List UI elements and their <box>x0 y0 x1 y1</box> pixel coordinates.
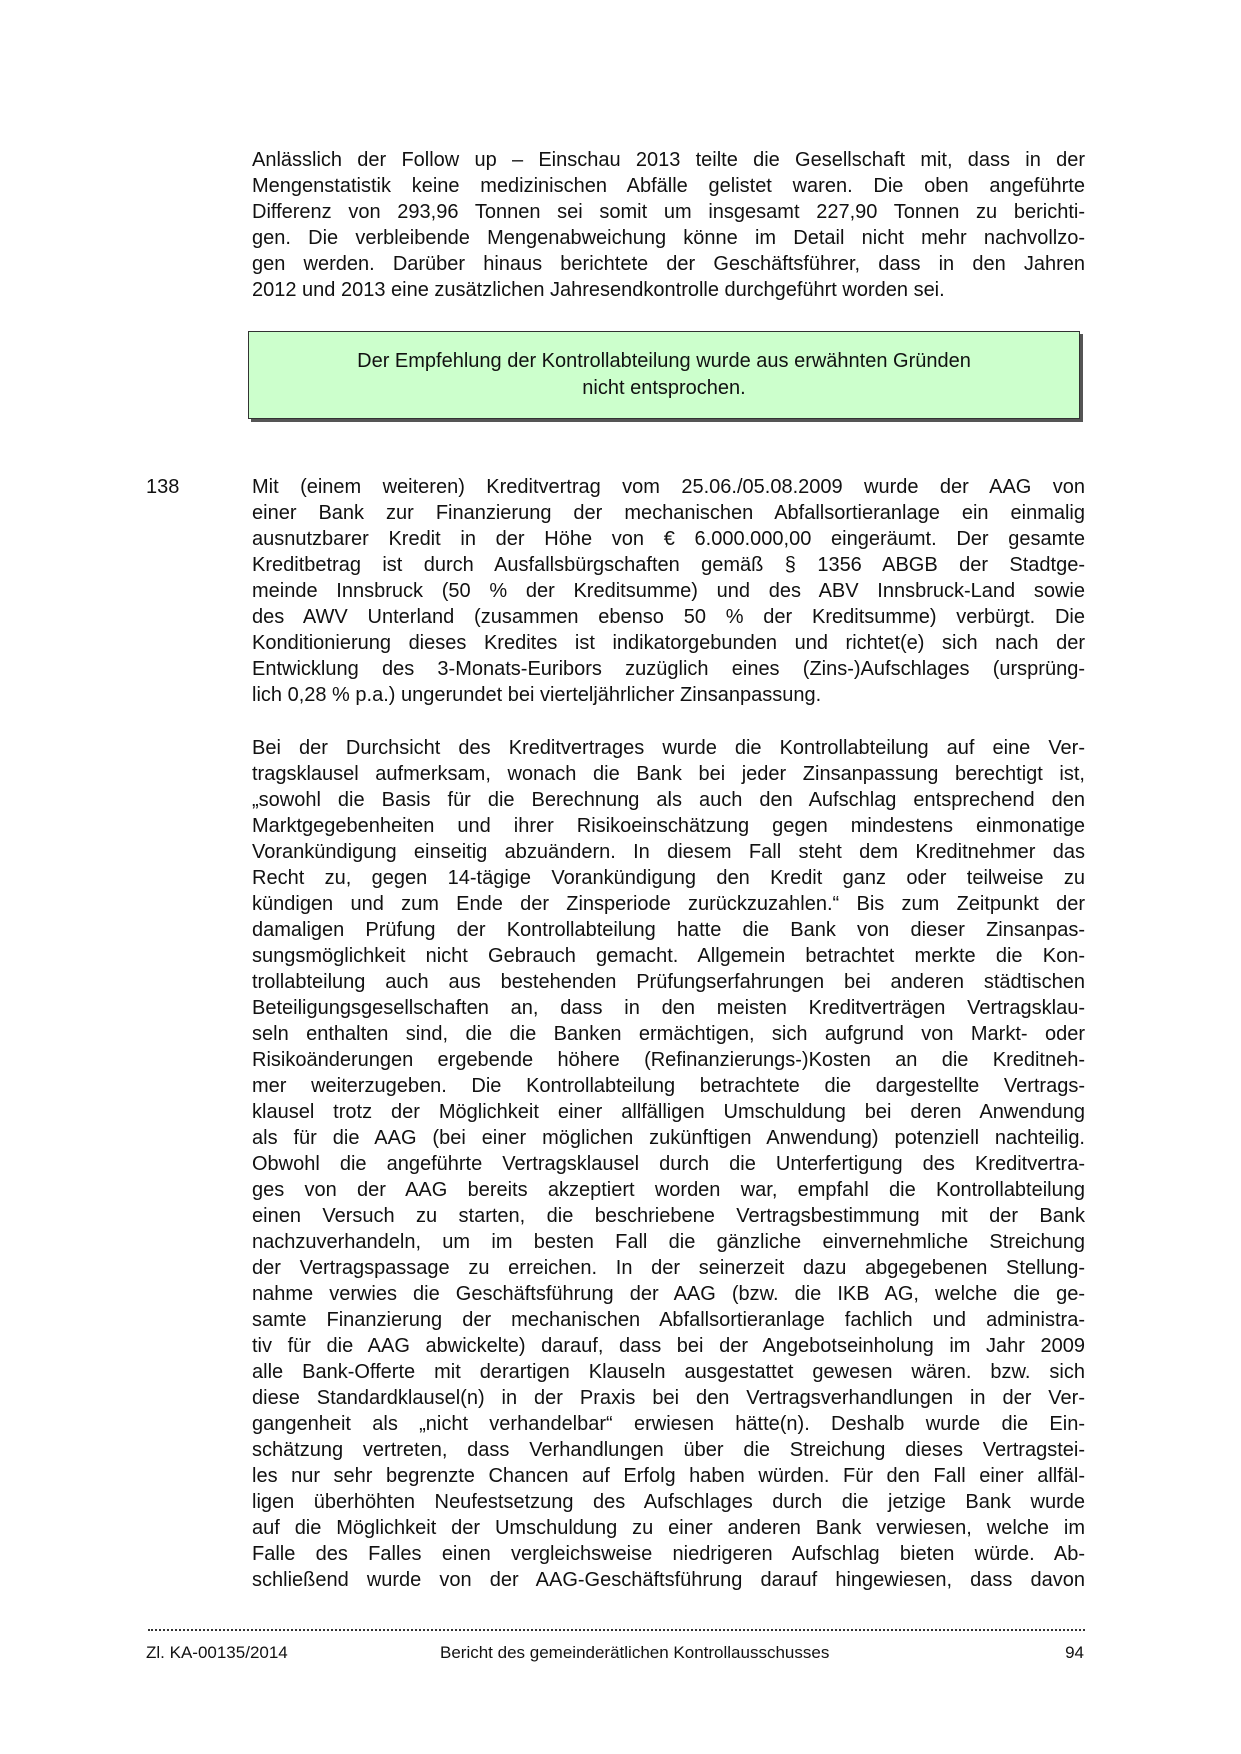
text-line: sungsmöglichkeit nicht Gebrauch gemacht. Allgemein betrachtet merkte die Kon- <box>252 945 1085 967</box>
text-line: gen. Die verbleibende Mengenabweichung könne im Detail nicht mehr nachvollzo- <box>252 227 1085 249</box>
intro-paragraph <box>252 147 1085 303</box>
paragraph-138-continued <box>252 735 1085 1593</box>
text-line: Obwohl die angeführte Vertragsklausel durch die Unterfertigung des Kreditvertra- <box>252 1153 1085 1175</box>
text-line: Kreditbetrag ist durch Ausfallsbürgschaften gemäß § 1356 ABGB der Stadtge- <box>252 554 1085 576</box>
text-line: „sowohl die Basis für die Berechnung als auch den Aufschlag entsprechend den <box>252 789 1085 811</box>
text-line: Marktgegebenheiten und ihrer Risikoeinschätzung gegen mindestens einmonatige <box>252 815 1085 837</box>
recommendation-line-1: Der Empfehlung der Kontrollabteilung wurde aus erwähnten Gründen <box>357 350 971 372</box>
text-line: kündigen und zum Ende der Zinsperiode zurückzuzahlen.“ Bis zum Zeitpunkt der <box>252 893 1085 915</box>
text-line: Mit (einem weiteren) Kreditvertrag vom 25.06./05.08.2009 wurde der AAG von <box>252 476 1085 498</box>
text-line: der Vertragspassage zu erreichen. In der seinerzeit dazu abgegebenen Stellung- <box>252 1257 1085 1279</box>
text-line: gen werden. Darüber hinaus berichtete der Geschäftsführer, dass in den Jahren <box>252 253 1085 275</box>
paragraph-138 <box>252 474 1085 708</box>
text-line: Konditionierung dieses Kredites ist indikatorgebunden und richtet(e) sich nach der <box>252 632 1085 654</box>
text-line: samte Finanzierung der mechanischen Abfallsortieranlage fachlich und administra- <box>252 1309 1085 1331</box>
recommendation-box <box>248 331 1080 419</box>
text-line: schätzung vertreten, dass Verhandlungen über die Streichung dieses Vertragstei- <box>252 1439 1085 1461</box>
text-line: Vorankündigung einseitig abzuändern. In diesem Fall steht dem Kreditnehmer das <box>252 841 1085 863</box>
recommendation-line-2: nicht entsprochen. <box>582 377 746 399</box>
text-line: Mengenstatistik keine medizinischen Abfälle gelistet waren. Die oben angeführte <box>252 175 1085 197</box>
text-line: ligen überhöhten Neufestsetzung des Aufschlages durch die jetzige Bank wurde <box>252 1491 1085 1513</box>
page-number: 94 <box>1065 1643 1084 1662</box>
text-line: einen Versuch zu starten, die beschriebene Vertragsbestimmung mit der Bank <box>252 1205 1085 1227</box>
text-line: les nur sehr begrenzte Chancen auf Erfolg haben würden. Für den Fall einer allfäl- <box>252 1465 1085 1487</box>
text-line: ausnutzbarer Kredit in der Höhe von € 6.000.000,00 eingeräumt. Der gesamte <box>252 528 1085 550</box>
text-line: 2012 und 2013 eine zusätzlichen Jahresendkontrolle durchgeführt worden sei. <box>252 279 945 301</box>
footer-divider <box>148 1629 1085 1631</box>
text-line: Risikoänderungen ergebende höhere (Refinanzierungs-)Kosten an die Kreditneh- <box>252 1049 1085 1071</box>
footer-reference: Zl. KA-00135/2014 <box>146 1643 288 1662</box>
text-line: meinde Innsbruck (50 % der Kreditsumme) und des ABV Innsbruck-Land sowie <box>252 580 1085 602</box>
text-line: Differenz von 293,96 Tonnen sei somit um insgesamt 227,90 Tonnen zu berichti- <box>252 201 1085 223</box>
text-line: Anlässlich der Follow up – Einschau 2013 teilte die Gesellschaft mit, dass in der <box>252 149 1085 171</box>
text-line: Falle des Falles einen vergleichsweise niedrigeren Aufschlag bieten würde. Ab- <box>252 1543 1085 1565</box>
text-line: damaligen Prüfung der Kontrollabteilung hatte die Bank von dieser Zinsanpas- <box>252 919 1085 941</box>
text-line: Entwicklung des 3-Monats-Euribors zuzüglich eines (Zins-)Aufschlages (ursprüng- <box>252 658 1085 680</box>
text-line: einer Bank zur Finanzierung der mechanischen Abfallsortieranlage ein einmalig <box>252 502 1085 524</box>
text-line: Beteiligungsgesellschaften an, dass in den meisten Kreditverträgen Vertragsklau- <box>252 997 1085 1019</box>
text-line: diese Standardklausel(n) in der Praxis bei den Vertragsverhandlungen in der Ver- <box>252 1387 1085 1409</box>
text-line: Bei der Durchsicht des Kreditvertrages wurde die Kontrollabteilung auf eine Ver- <box>252 737 1085 759</box>
text-line: nachzuverhandeln, um im besten Fall die gänzliche einvernehmliche Streichung <box>252 1231 1085 1253</box>
paragraph-number: 138 <box>146 476 180 498</box>
footer-report-title: Bericht des gemeinderätlichen Kontrollausschusses <box>440 1643 830 1662</box>
text-line: lich 0,28 % p.a.) ungerundet bei vierteljährlicher Zinsanpassung. <box>252 684 822 706</box>
text-line: gangenheit als „nicht verhandelbar“ erwiesen hätte(n). Deshalb wurde die Ein- <box>252 1413 1085 1435</box>
text-line: schließend wurde von der AAG-Geschäftsführung darauf hingewiesen, dass davon <box>252 1569 1085 1591</box>
text-line: tragsklausel aufmerksam, wonach die Bank bei jeder Zinsanpassung berechtigt ist, <box>252 763 1085 785</box>
text-line: trollabteilung auch aus bestehenden Prüfungserfahrungen bei anderen städtischen <box>252 971 1085 993</box>
text-line: ges von der AAG bereits akzeptiert worden war, empfahl die Kontrollabteilung <box>252 1179 1085 1201</box>
text-line: klausel trotz der Möglichkeit einer allfälligen Umschuldung bei deren Anwendung <box>252 1101 1085 1123</box>
text-line: mer weiterzugeben. Die Kontrollabteilung betrachtete die dargestellte Vertrags- <box>252 1075 1085 1097</box>
text-line: als für die AAG (bei einer möglichen zukünftigen Anwendung) potenziell nachteilig. <box>252 1127 1085 1149</box>
text-line: tiv für die AAG abwickelte) darauf, dass bei der Angebotseinholung im Jahr 2009 <box>252 1335 1085 1357</box>
text-line: seln enthalten sind, die die Banken ermächtigen, sich aufgrund von Markt- oder <box>252 1023 1085 1045</box>
text-line: auf die Möglichkeit der Umschuldung zu einer anderen Bank verwiesen, welche im <box>252 1517 1085 1539</box>
text-line: nahme verwies die Geschäftsführung der AAG (bzw. die IKB AG, welche die ge- <box>252 1283 1085 1305</box>
text-line: alle Bank-Offerte mit derartigen Klauseln ausgestattet gewesen wären. bzw. sich <box>252 1361 1085 1383</box>
text-line: Recht zu, gegen 14-tägige Vorankündigung den Kredit ganz oder teilweise zu <box>252 867 1085 889</box>
text-line: des AWV Unterland (zusammen ebenso 50 % der Kreditsumme) verbürgt. Die <box>252 606 1085 628</box>
